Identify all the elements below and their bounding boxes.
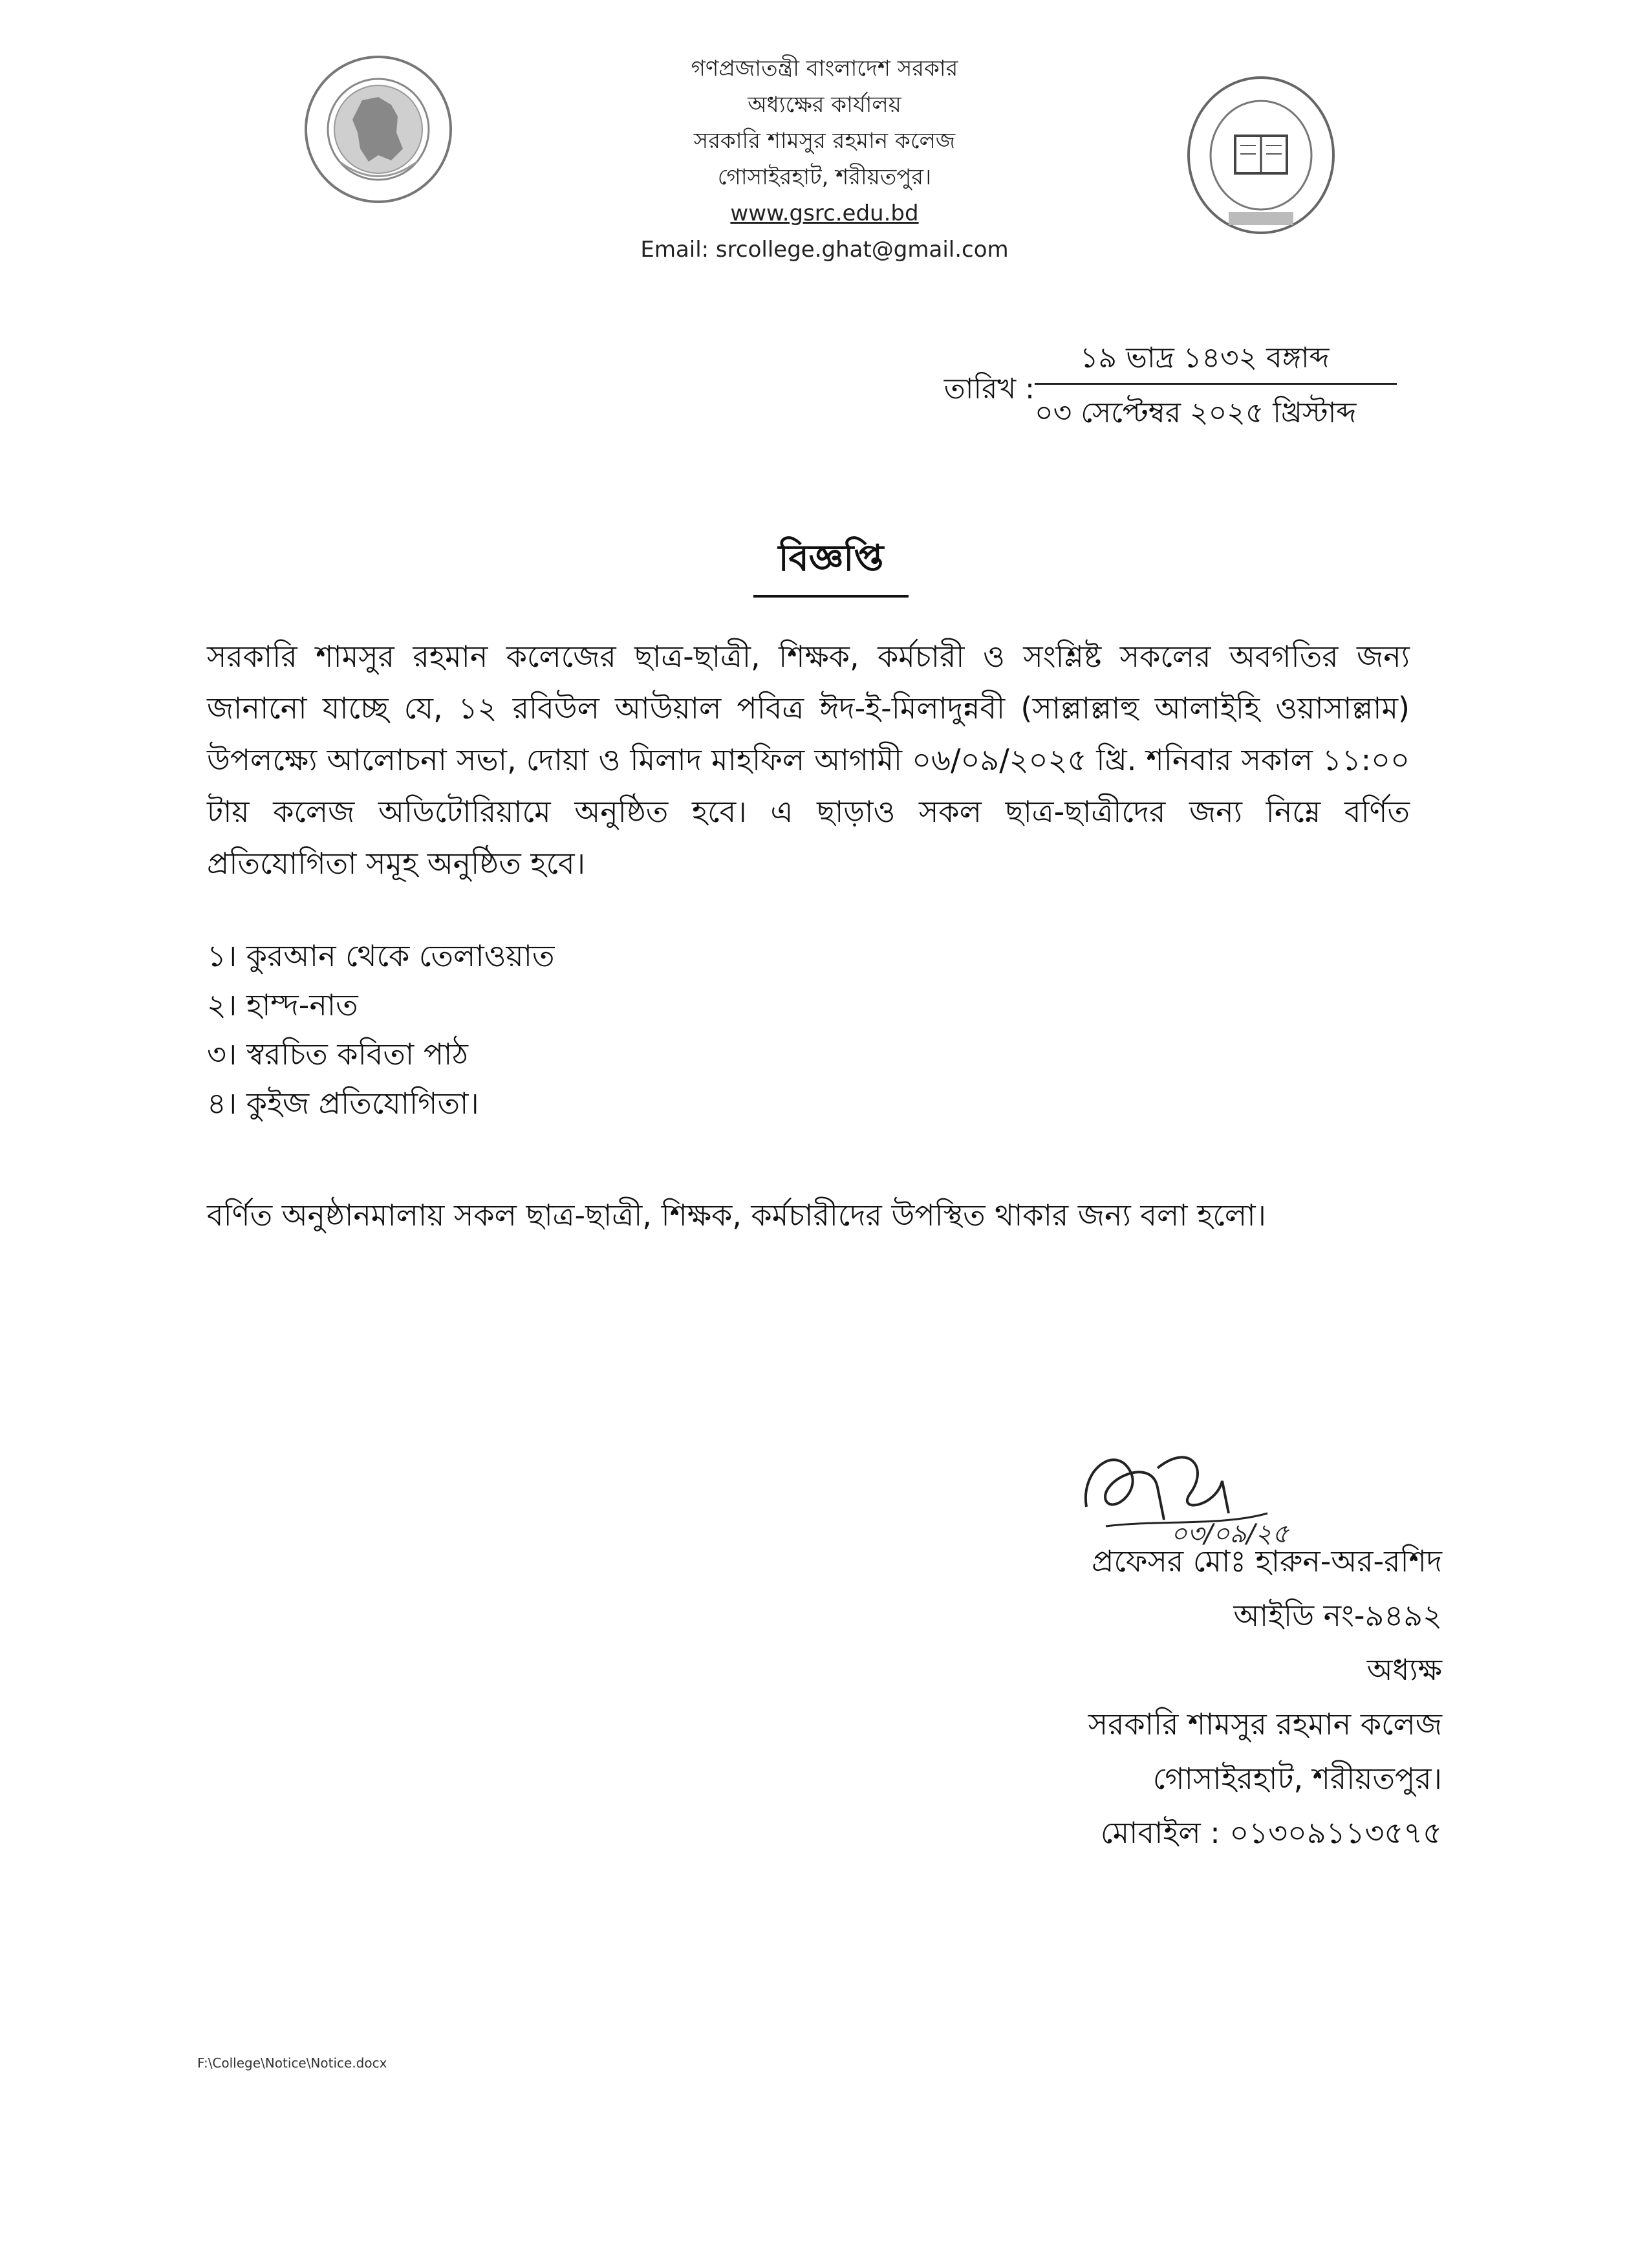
- email-address: Email: srcollege.ghat@gmail.com: [640, 237, 1009, 263]
- college-address: গোসাইরহাট, শরীয়তপুর।: [717, 164, 932, 190]
- college-name: সরকারি শামসুর রহমান কলেজ: [693, 128, 956, 154]
- competition-list: [207, 931, 983, 1128]
- signature-date: ০৩/০৯/২৫: [1170, 1519, 1289, 1549]
- date-gregorian: ০৩ সেপ্টেম্বর ২০২৫ খ্রিস্টাব্দ: [1035, 396, 1357, 429]
- signatory-block: [873, 1534, 1442, 1860]
- signatory-designation: অধ্যক্ষ: [1366, 1652, 1442, 1687]
- signatory-college: সরকারি শামসুর রহমান কলেজ: [1088, 1707, 1442, 1742]
- notice-body: সরকারি শামসুর রহমান কলেজের ছাত্র-ছাত্রী, শিক্ষক, কর্মচারী ও সংশ্লিষ্ট সকলের অবগতির জন্য জানানো যাচ্ছে যে, ১২ রবিউল আউয়াল পবিত্র ঈদ-ই-মিলাদুন্নবী (সাল্লাল্লাহু আলাইহি ওয়াসাল্লাম) উপলক্ষ্যে আলোচনা সভা, দোয়া ও মিলাদ মাহফিল আগামী ০৬/০৯/২০২৫ খ্রি. শনিবার সকাল ১১:০০ টায় কলেজ অডিটোরিয়ামে অনুষ্ঠিত হবে। এ ছাড়াও সকল ছাত্র-ছাত্রীদের জন্য নিম্নে বর্ণিত প্রতিযোগিতা সমূহ অনুষ্ঠিত হবে।: [207, 639, 1410, 881]
- date-label: তারিখ :: [943, 373, 1035, 405]
- list-item: ২। হাম্দ-নাত: [207, 988, 358, 1022]
- letterhead: [550, 50, 1099, 268]
- list-item: ৩। স্বরচিত কবিতা পাঠ: [207, 1037, 468, 1072]
- file-path: F:\College\Notice\Notice.docx: [197, 2055, 387, 2071]
- signatory-name: প্রফেসর মোঃ হারুন-অর-রশিদ: [1092, 1544, 1442, 1579]
- signatory-id: আইডি নং-৯৪৯২: [1233, 1598, 1442, 1633]
- date-divider: [1035, 383, 1397, 385]
- list-item: ১। কুরআন থেকে তেলাওয়াত: [207, 938, 555, 973]
- college-seal-icon: [1183, 71, 1339, 239]
- office-name: অধ্যক্ষের কার্যালয়: [748, 92, 901, 118]
- list-item: ৪। কুইজ প্রতিযোগিতা।: [207, 1086, 479, 1121]
- date-bangla: ১৯ ভাদ্র ১৪৩২ বঙ্গাব্দ: [1080, 341, 1330, 374]
- signatory-address: গোসাইরহাট, শরীয়তপুর।: [1152, 1761, 1442, 1796]
- government-seal-icon: [301, 52, 456, 207]
- government-name: গণপ্রজাতন্ত্রী বাংলাদেশ সরকার: [691, 56, 958, 81]
- closing-text: বর্ণিত অনুষ্ঠানমালায় সকল ছাত্র-ছাত্রী, শিক্ষক, কর্মচারীদের উপস্থিত থাকার জন্য বলা হলো।: [207, 1198, 1266, 1233]
- notice-title: বিজ্ঞপ্তি: [753, 530, 909, 598]
- signatory-mobile: মোবাইল : ০১৩০৯১১৩৫৭৫: [1100, 1815, 1442, 1850]
- website-link[interactable]: www.gsrc.edu.bd: [730, 200, 919, 226]
